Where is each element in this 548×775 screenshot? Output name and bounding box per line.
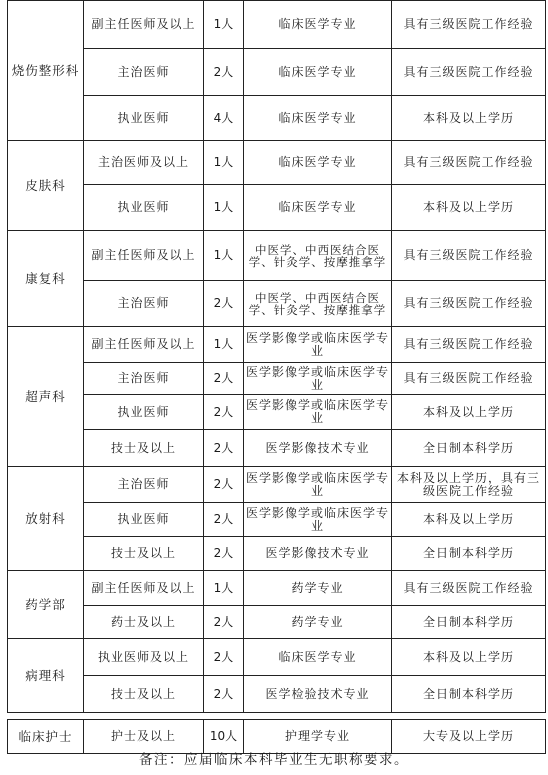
department-name: 放射科 xyxy=(8,467,84,571)
department-name: 康复科 xyxy=(8,231,84,327)
major-requirement: 医学影像学或临床医学专业 xyxy=(244,327,392,363)
position-title: 执业医师 xyxy=(84,503,204,537)
table-row xyxy=(8,467,546,503)
footnote: 备注：应届临床本科毕业生无职称要求。 xyxy=(139,752,409,768)
headcount: 2人 xyxy=(204,676,244,713)
other-requirement: 具有三级医院工作经验 xyxy=(392,141,546,185)
department-name: 病理科 xyxy=(8,639,84,713)
headcount: 2人 xyxy=(204,639,244,676)
major-requirement: 临床医学专业 xyxy=(244,185,392,231)
table-row xyxy=(8,571,546,606)
headcount: 1人 xyxy=(204,185,244,231)
gap-cell xyxy=(8,713,546,720)
headcount: 2人 xyxy=(204,606,244,639)
table-row xyxy=(8,639,546,676)
other-requirement: 本科及以上学历 xyxy=(392,503,546,537)
position-title: 主治医师及以上 xyxy=(84,141,204,185)
recruitment-table-sheet xyxy=(7,0,545,754)
department-name: 超声科 xyxy=(8,327,84,467)
position-title: 执业医师 xyxy=(84,185,204,231)
major-requirement: 药学专业 xyxy=(244,571,392,606)
other-requirement: 具有三级医院工作经验 xyxy=(392,281,546,327)
headcount: 1人 xyxy=(204,1,244,49)
major-requirement: 药学专业 xyxy=(244,606,392,639)
major-requirement: 中医学、中西医结合医学、针灸学、按摩推拿学 xyxy=(244,281,392,327)
department-name: 药学部 xyxy=(8,571,84,639)
headcount: 2人 xyxy=(204,467,244,503)
other-requirement: 具有三级医院工作经验 xyxy=(392,363,546,395)
position-title: 执业医师 xyxy=(84,96,204,141)
headcount: 2人 xyxy=(204,395,244,430)
other-requirement: 本科及以上学历 xyxy=(392,96,546,141)
headcount: 2人 xyxy=(204,503,244,537)
table-row xyxy=(8,281,546,327)
major-requirement: 医学影像技术专业 xyxy=(244,430,392,467)
other-requirement: 大专及以上学历 xyxy=(392,720,546,754)
position-title: 副主任医师及以上 xyxy=(84,231,204,281)
other-requirement: 本科及以上学历，具有三级医院工作经验 xyxy=(392,467,546,503)
table-row xyxy=(8,395,546,430)
table-row xyxy=(8,503,546,537)
major-requirement: 临床医学专业 xyxy=(244,96,392,141)
position-title: 执业医师 xyxy=(84,395,204,430)
headcount: 1人 xyxy=(204,327,244,363)
headcount: 1人 xyxy=(204,231,244,281)
headcount: 4人 xyxy=(204,96,244,141)
headcount: 2人 xyxy=(204,281,244,327)
other-requirement: 本科及以上学历 xyxy=(392,185,546,231)
other-requirement: 具有三级医院工作经验 xyxy=(392,327,546,363)
major-requirement: 中医学、中西医结合医学、针灸学、按摩推拿学 xyxy=(244,231,392,281)
major-requirement: 医学影像技术专业 xyxy=(244,537,392,571)
headcount: 2人 xyxy=(204,49,244,96)
table-row xyxy=(8,1,546,49)
headcount: 1人 xyxy=(204,571,244,606)
other-requirement: 全日制本科学历 xyxy=(392,606,546,639)
row-gap xyxy=(8,713,546,720)
table-row xyxy=(8,96,546,141)
position-title: 主治医师 xyxy=(84,467,204,503)
other-requirement: 全日制本科学历 xyxy=(392,676,546,713)
major-requirement: 临床医学专业 xyxy=(244,141,392,185)
other-requirement: 具有三级医院工作经验 xyxy=(392,571,546,606)
position-title: 副主任医师及以上 xyxy=(84,571,204,606)
position-title: 技士及以上 xyxy=(84,676,204,713)
position-title: 主治医师 xyxy=(84,281,204,327)
other-requirement: 本科及以上学历 xyxy=(392,639,546,676)
other-requirement: 全日制本科学历 xyxy=(392,430,546,467)
position-title: 药士及以上 xyxy=(84,606,204,639)
table-row xyxy=(8,537,546,571)
position-title: 主治医师 xyxy=(84,49,204,96)
table-row xyxy=(8,676,546,713)
table-row xyxy=(8,606,546,639)
headcount: 2人 xyxy=(204,363,244,395)
other-requirement: 本科及以上学历 xyxy=(392,395,546,430)
table-row xyxy=(8,231,546,281)
major-requirement: 医学影像学或临床医学专业 xyxy=(244,467,392,503)
position-title: 护士及以上 xyxy=(84,720,204,754)
department-name: 烧伤整形科 xyxy=(8,1,84,141)
headcount: 2人 xyxy=(204,537,244,571)
position-title: 技士及以上 xyxy=(84,537,204,571)
major-requirement: 医学影像学或临床医学专业 xyxy=(244,395,392,430)
position-title: 主治医师 xyxy=(84,363,204,395)
major-requirement: 临床医学专业 xyxy=(244,1,392,49)
major-requirement: 医学影像学或临床医学专业 xyxy=(244,363,392,395)
major-requirement: 医学检验技术专业 xyxy=(244,676,392,713)
table-row xyxy=(8,185,546,231)
department-name: 皮肤科 xyxy=(8,141,84,231)
other-requirement: 全日制本科学历 xyxy=(392,537,546,571)
recruitment-table xyxy=(7,0,546,754)
table-row xyxy=(8,430,546,467)
table-row xyxy=(8,49,546,96)
table-row xyxy=(8,363,546,395)
major-requirement: 护理学专业 xyxy=(244,720,392,754)
table-row xyxy=(8,141,546,185)
major-requirement: 临床医学专业 xyxy=(244,49,392,96)
position-title: 副主任医师及以上 xyxy=(84,1,204,49)
major-requirement: 医学影像学或临床医学专业 xyxy=(244,503,392,537)
position-title: 技士及以上 xyxy=(84,430,204,467)
table-row xyxy=(8,327,546,363)
other-requirement: 具有三级医院工作经验 xyxy=(392,49,546,96)
headcount: 2人 xyxy=(204,430,244,467)
position-title: 执业医师及以上 xyxy=(84,639,204,676)
other-requirement: 具有三级医院工作经验 xyxy=(392,231,546,281)
headcount: 10人 xyxy=(204,720,244,754)
major-requirement: 临床医学专业 xyxy=(244,639,392,676)
department-name: 临床护士 xyxy=(8,720,84,754)
position-title: 副主任医师及以上 xyxy=(84,327,204,363)
other-requirement: 具有三级医院工作经验 xyxy=(392,1,546,49)
headcount: 1人 xyxy=(204,141,244,185)
